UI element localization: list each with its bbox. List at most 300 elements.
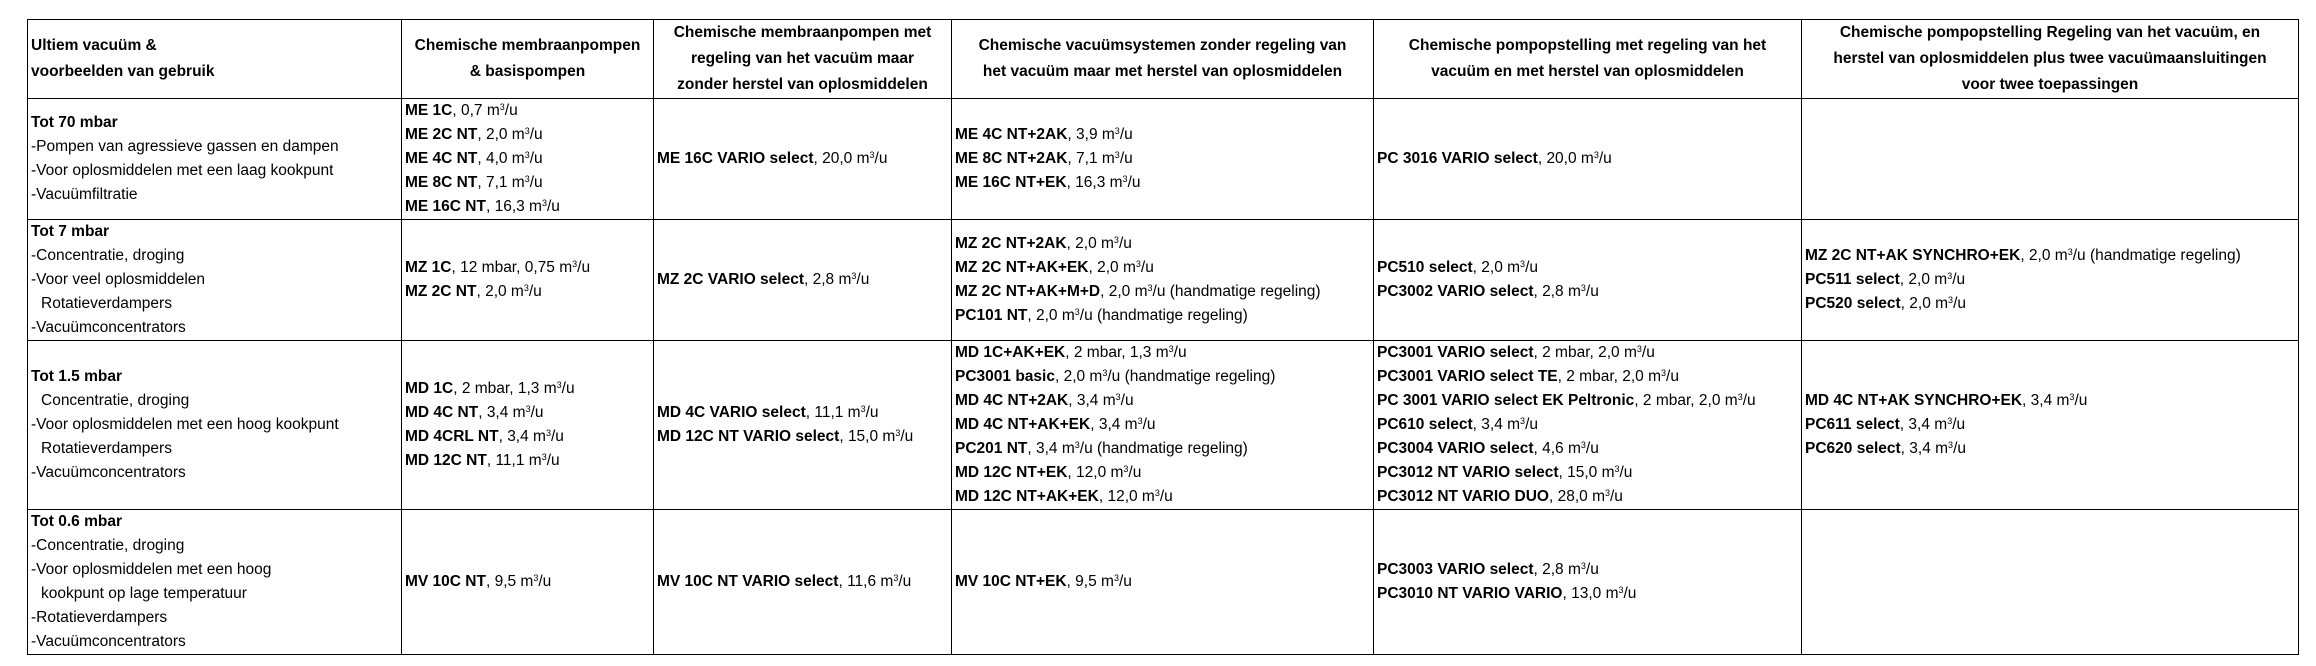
- pump-unit: /u: [1666, 368, 1679, 385]
- header-cell: [28, 20, 402, 99]
- pump-unit: /u: [529, 174, 543, 191]
- pump-model: ME 8C NT: [405, 174, 478, 191]
- pump-entry: [657, 147, 948, 171]
- pump-spec: , 16,3 m: [1066, 174, 1123, 191]
- pump-cell: [654, 220, 952, 341]
- unit-exponent: 3: [523, 283, 529, 293]
- pump-entry: [955, 437, 1370, 461]
- unit-exponent: 3: [1074, 307, 1080, 317]
- pump-spec: , 3,4 m: [2022, 392, 2070, 409]
- pump-model: PC 3001 VARIO select EK Peltronic: [1377, 392, 1635, 409]
- header-line: Chemische pompopstelling met regeling van het: [1408, 37, 1767, 54]
- pump-unit: /u: [1952, 416, 1966, 433]
- pump-entry: [955, 570, 1370, 594]
- unit-exponent: 3: [533, 573, 539, 583]
- pump-unit: /u: [1641, 344, 1655, 361]
- pump-model: MD 1C+AK+EK: [955, 344, 1066, 361]
- pump-cell: [952, 220, 1374, 341]
- table-row: [28, 99, 2299, 220]
- pump-unit: /u: [1610, 488, 1623, 505]
- unit-exponent: 3: [524, 150, 530, 160]
- pump-spec: , 2,0 m: [1088, 259, 1136, 276]
- pump-unit: /u: [1525, 259, 1538, 276]
- pump-unit: /u (handmatige regeling): [1079, 440, 1248, 457]
- pump-spec: , 12 mbar, 0,75 m: [451, 259, 573, 276]
- use-case-line: Rotatieverdampers: [41, 440, 172, 457]
- pump-entry: [1805, 268, 2295, 292]
- unit-exponent: 3: [895, 428, 901, 438]
- unit-exponent: 3: [1113, 235, 1119, 245]
- pump-entry: [1377, 280, 1798, 304]
- pump-spec: , 12,0 m: [1098, 488, 1155, 505]
- header-line: regeling van het vacuüm maar: [690, 50, 915, 67]
- pump-unit: /u: [577, 259, 591, 276]
- unit-exponent: 3: [525, 404, 531, 414]
- unit-exponent: 3: [1074, 440, 1080, 450]
- pump-spec: , 3,4 m: [1900, 440, 1949, 457]
- header-line: vacuüm en met herstel van oplosmiddelen: [1431, 63, 1744, 80]
- use-case-line: Rotatieverdampers: [41, 295, 172, 312]
- pump-model: MD 4C NT+AK+EK: [955, 416, 1091, 433]
- pump-unit: /u: [1585, 283, 1599, 300]
- header-line: & basispompen: [469, 63, 586, 80]
- pump-unit: /u: [1623, 585, 1637, 602]
- unit-exponent: 3: [869, 150, 875, 160]
- pump-cell: [952, 510, 1374, 655]
- pump-entry: [405, 99, 650, 123]
- unit-exponent: 3: [1114, 126, 1120, 136]
- header-line: Chemische pompopstelling Regeling van het vacuüm, en: [1839, 24, 2261, 41]
- pump-spec: , 13,0 m: [1562, 585, 1619, 602]
- pump-spec: , 2,0 m: [1066, 235, 1114, 252]
- unit-exponent: 3: [1114, 150, 1120, 160]
- pump-cell: [402, 99, 654, 220]
- pump-spec: , 3,4 m: [1027, 440, 1075, 457]
- pump-entry: [405, 377, 650, 401]
- unit-exponent: 3: [541, 198, 547, 208]
- pump-model: PC3004 VARIO select: [1377, 440, 1534, 457]
- use-case-line: -Vacuümconcentrators: [31, 633, 186, 650]
- pump-cell: [1802, 99, 2299, 220]
- header-cell: [1802, 20, 2299, 99]
- pump-entry: [657, 425, 948, 449]
- use-case-cell: [28, 341, 402, 510]
- pump-unit: /u: [1159, 488, 1173, 505]
- pump-cell: [402, 510, 654, 655]
- unit-exponent: 3: [860, 404, 866, 414]
- pump-model: ME 16C NT+EK: [955, 174, 1067, 191]
- pump-spec: , 11,6 m: [838, 573, 894, 590]
- pump-unit: /u: [874, 150, 888, 167]
- header-line: Chemische membraanpompen met: [673, 24, 932, 41]
- pump-entry: [1805, 244, 2295, 268]
- pump-unit: /u (handmatige regeling): [1152, 283, 1321, 300]
- pump-model: ME 16C NT: [405, 198, 486, 215]
- pump-entry: [405, 401, 650, 425]
- pump-unit: /u: [561, 380, 575, 397]
- unit-exponent: 3: [851, 271, 857, 281]
- unit-exponent: 3: [1580, 561, 1586, 571]
- pump-spec: , 2,8 m: [1533, 561, 1581, 578]
- pump-spec: , 3,4 m: [478, 404, 526, 421]
- pump-entry: [1377, 485, 1798, 509]
- pump-entry: [1805, 413, 2295, 437]
- pump-unit: /u: [504, 102, 518, 119]
- pump-model: PC611 select: [1805, 416, 1900, 433]
- pump-model: PC3002 VARIO select: [1377, 283, 1534, 300]
- pump-entry: [657, 401, 948, 425]
- pump-entry: [955, 232, 1370, 256]
- pump-model: MD 12C NT VARIO select: [657, 428, 840, 445]
- unit-exponent: 3: [1520, 416, 1526, 426]
- pump-model: PC201 NT: [955, 440, 1028, 457]
- pump-unit: /u: [1173, 344, 1187, 361]
- pump-model: PC3003 VARIO select: [1377, 561, 1534, 578]
- pump-unit: /u: [900, 428, 914, 445]
- pump-entry: [657, 570, 948, 594]
- pump-unit: /u: [546, 452, 560, 469]
- vacuum-level: Tot 1.5 mbar: [31, 368, 123, 385]
- header-line: Ultiem vacuüm &: [31, 37, 157, 54]
- pump-unit: /u: [529, 150, 543, 167]
- unit-exponent: 3: [1661, 368, 1667, 378]
- pump-entry: [1377, 558, 1798, 582]
- unit-exponent: 3: [524, 126, 530, 136]
- pump-unit: /u: [1119, 126, 1133, 143]
- pump-spec: , 2 mbar, 2,0 m: [1533, 344, 1637, 361]
- header-line: Chemische vacuümsystemen zonder regeling van: [978, 37, 1347, 54]
- unit-exponent: 3: [2067, 247, 2073, 257]
- pump-entry: [955, 413, 1370, 437]
- pump-unit: /u: [1127, 174, 1141, 191]
- vacuum-pump-table: [27, 19, 2299, 655]
- pump-entry: [955, 256, 1370, 280]
- pump-entry: [955, 304, 1370, 328]
- unit-exponent: 3: [893, 573, 899, 583]
- pump-unit: /u: [528, 283, 542, 300]
- pump-spec: , 2 mbar, 2,0 m: [1557, 368, 1662, 385]
- use-case-line: -Pompen van agressieve gassen en dampen: [31, 138, 339, 155]
- pump-cell: [402, 341, 654, 510]
- pump-model: MD 4C VARIO select: [657, 404, 806, 421]
- use-case-line: -Voor oplosmiddelen met een hoog: [31, 561, 272, 578]
- use-case-cell: [28, 510, 402, 655]
- header-cell: [654, 20, 952, 99]
- pump-unit: /u: [1953, 295, 1966, 312]
- pump-cell: [1374, 510, 1802, 655]
- pump-unit: /u: [1119, 150, 1133, 167]
- pump-spec: , 2 mbar, 1,3 m: [1065, 344, 1169, 361]
- pump-model: MD 12C NT+EK: [955, 464, 1068, 481]
- pump-entry: [657, 268, 948, 292]
- unit-exponent: 3: [1147, 283, 1153, 293]
- header-cell: [952, 20, 1374, 99]
- pump-spec: , 0,7 m: [452, 102, 500, 119]
- pump-entry: [955, 280, 1370, 304]
- pump-model: ME 4C NT: [405, 150, 478, 167]
- pump-spec: , 7,1 m: [1067, 150, 1115, 167]
- pump-entry: [955, 485, 1370, 509]
- pump-model: PC620 select: [1805, 440, 1901, 457]
- pump-unit: /u (handmatige regeling): [1079, 307, 1248, 324]
- unit-exponent: 3: [1113, 573, 1119, 583]
- pump-model: MD 4C NT+2AK: [955, 392, 1069, 409]
- pump-entry: [405, 280, 650, 304]
- pump-entry: [1377, 341, 1798, 365]
- pump-unit: /u: [865, 404, 879, 421]
- pump-entry: [405, 256, 650, 280]
- pump-spec: , 2,0 m: [2020, 247, 2068, 264]
- pump-model: MV 10C NT VARIO select: [657, 573, 839, 590]
- pump-model: ME 8C NT+2AK: [955, 150, 1068, 167]
- unit-exponent: 3: [499, 102, 505, 112]
- pump-spec: , 2,0 m: [1054, 368, 1103, 385]
- pump-spec: , 11,1 m: [486, 452, 542, 469]
- pump-cell: [952, 341, 1374, 510]
- pump-cell: [402, 220, 654, 341]
- pump-spec: , 20,0 m: [813, 150, 870, 167]
- table-row: [28, 510, 2299, 655]
- pump-entry: [405, 147, 650, 171]
- use-case-cell: [28, 99, 402, 220]
- pump-model: MZ 2C NT: [405, 283, 477, 300]
- pump-entry: [955, 123, 1370, 147]
- unit-exponent: 3: [1947, 271, 1953, 281]
- pump-model: ME 4C NT+2AK: [955, 126, 1068, 143]
- header-line: voor twee toepassingen: [1961, 76, 2139, 93]
- pump-unit: /u: [1619, 464, 1633, 481]
- pump-model: PC3012 NT VARIO DUO: [1377, 488, 1549, 505]
- unit-exponent: 3: [1168, 344, 1174, 354]
- pump-unit: /u: [1142, 416, 1156, 433]
- pump-unit: /u: [538, 573, 552, 590]
- unit-exponent: 3: [1593, 150, 1599, 160]
- pump-spec: , 2 mbar, 2,0 m: [1634, 392, 1738, 409]
- pump-spec: , 2,0 m: [1100, 283, 1148, 300]
- pump-unit: /u: [1953, 440, 1966, 457]
- vacuum-level: Tot 70 mbar: [31, 114, 118, 131]
- use-case-line: -Vacuümconcentrators: [31, 319, 186, 336]
- unit-exponent: 3: [1122, 174, 1128, 184]
- pump-model: PC3012 NT VARIO select: [1377, 464, 1559, 481]
- pump-unit: /u: [529, 126, 543, 143]
- pump-unit: /u: [1118, 573, 1132, 590]
- pump-entry: [1377, 437, 1798, 461]
- unit-exponent: 3: [1154, 488, 1160, 498]
- header-line: het vacuüm maar met herstel van oplosmiddelen: [982, 63, 1343, 80]
- pump-spec: , 15,0 m: [839, 428, 896, 445]
- pump-cell: [1802, 510, 2299, 655]
- pump-spec: , 28,0 m: [1548, 488, 1605, 505]
- unit-exponent: 3: [1737, 392, 1743, 402]
- use-case-line: -Concentratie, droging: [31, 247, 185, 264]
- pump-cell: [654, 99, 952, 220]
- pump-entry: [405, 195, 650, 219]
- header-line: herstel van oplosmiddelen plus twee vacuümaansluitingen: [1833, 50, 2267, 67]
- use-case-line: -Vacuümconcentrators: [31, 464, 186, 481]
- pump-model: MZ 2C NT+AK+EK: [955, 259, 1089, 276]
- pump-unit: /u (handmatige regeling): [1107, 368, 1276, 385]
- pump-model: PC3001 VARIO select: [1377, 344, 1534, 361]
- pump-model: MZ 2C VARIO select: [657, 271, 805, 288]
- pump-model: ME 2C NT: [405, 126, 478, 143]
- unit-exponent: 3: [1102, 368, 1108, 378]
- use-case-line: -Voor oplosmiddelen met een hoog kookpunt: [31, 416, 339, 433]
- pump-entry: [1377, 389, 1798, 413]
- table-row: [28, 220, 2299, 341]
- pump-unit: /u: [1952, 271, 1966, 288]
- pump-spec: , 3,4 m: [1472, 416, 1521, 433]
- unit-exponent: 3: [1948, 440, 1954, 450]
- pump-spec: , 2,0 m: [1900, 295, 1949, 312]
- pump-entry: [1805, 389, 2295, 413]
- unit-exponent: 3: [1618, 585, 1624, 595]
- unit-exponent: 3: [1614, 464, 1620, 474]
- pump-model: PC511 select: [1805, 271, 1900, 288]
- pump-cell: [1802, 341, 2299, 510]
- pump-unit: /u: [1120, 392, 1134, 409]
- pump-spec: , 11,1 m: [805, 404, 861, 421]
- use-case-line: Concentratie, droging: [41, 392, 190, 409]
- pump-spec: , 15,0 m: [1558, 464, 1615, 481]
- use-case-line: kookpunt op lage temperatuur: [41, 585, 247, 602]
- pump-spec: , 2,0 m: [1027, 307, 1075, 324]
- pump-model: MD 4C NT: [405, 404, 479, 421]
- header-line: zonder herstel van oplosmiddelen: [677, 76, 928, 93]
- pump-entry: [1377, 582, 1798, 606]
- pump-spec: , 2,0 m: [476, 283, 524, 300]
- pump-entry: [1805, 437, 2295, 461]
- pump-spec: , 2 mbar, 1,3 m: [453, 380, 557, 397]
- header-cell: [1374, 20, 1802, 99]
- pump-spec: , 2,8 m: [804, 271, 852, 288]
- pump-model: MD 4CRL NT: [405, 428, 499, 445]
- pump-spec: , 4,0 m: [477, 150, 525, 167]
- unit-exponent: 3: [1580, 283, 1586, 293]
- unit-exponent: 3: [1135, 259, 1141, 269]
- pump-entry: [405, 570, 650, 594]
- pump-unit: /u: [1525, 416, 1538, 433]
- pump-unit: /u: [1598, 150, 1612, 167]
- pump-model: PC3010 NT VARIO VARIO: [1377, 585, 1563, 602]
- pump-model: MZ 2C NT+AK+M+D: [955, 283, 1101, 300]
- pump-entry: [955, 389, 1370, 413]
- unit-exponent: 3: [1947, 416, 1953, 426]
- header-line: Chemische membraanpompen: [414, 37, 641, 54]
- pump-entry: [955, 341, 1370, 365]
- pump-unit: /u: [550, 428, 564, 445]
- pump-model: MD 12C NT+AK+EK: [955, 488, 1099, 505]
- pump-spec: , 9,5 m: [1066, 573, 1114, 590]
- pump-entry: [1377, 413, 1798, 437]
- pump-spec: , 12,0 m: [1067, 464, 1124, 481]
- unit-exponent: 3: [572, 259, 578, 269]
- pump-unit: /u: [1140, 259, 1154, 276]
- pump-entry: [405, 449, 650, 473]
- pump-model: ME 1C: [405, 102, 453, 119]
- pump-cell: [1374, 220, 1802, 341]
- pump-entry: [1377, 365, 1798, 389]
- table-row: [28, 341, 2299, 510]
- pump-spec: , 2,0 m: [1472, 259, 1521, 276]
- pump-cell: [1374, 99, 1802, 220]
- header-row: [28, 20, 2299, 99]
- pump-entry: [405, 425, 650, 449]
- vacuum-level: Tot 0.6 mbar: [31, 513, 123, 530]
- pump-entry: [955, 147, 1370, 171]
- pump-spec: , 2,0 m: [477, 126, 525, 143]
- pump-model: MZ 2C NT+2AK: [955, 235, 1067, 252]
- pump-unit: /u: [898, 573, 912, 590]
- header-line: voorbeelden van gebruik: [31, 63, 215, 80]
- header-cell: [402, 20, 654, 99]
- pump-spec: , 3,4 m: [1090, 416, 1138, 433]
- pump-model: PC101 NT: [955, 307, 1028, 324]
- unit-exponent: 3: [1580, 440, 1586, 450]
- pump-model: PC3001 VARIO select TE: [1377, 368, 1558, 385]
- pump-spec: , 16,3 m: [485, 198, 542, 215]
- unit-exponent: 3: [541, 452, 547, 462]
- pump-spec: , 2,8 m: [1533, 283, 1581, 300]
- pump-entry: [1377, 147, 1798, 171]
- pump-entry: [405, 171, 650, 195]
- pump-cell: [1802, 220, 2299, 341]
- pump-entry: [1805, 292, 2295, 316]
- unit-exponent: 3: [2069, 392, 2075, 402]
- pump-entry: [955, 461, 1370, 485]
- unit-exponent: 3: [545, 428, 551, 438]
- vacuum-level: Tot 7 mbar: [31, 223, 110, 240]
- pump-entry: [1377, 256, 1798, 280]
- pump-unit: /u: [1118, 235, 1132, 252]
- pump-unit: /u: [856, 271, 870, 288]
- pump-entry: [955, 365, 1370, 389]
- pump-model: PC510 select: [1377, 259, 1473, 276]
- pump-unit: /u: [2074, 392, 2088, 409]
- pump-spec: , 4,6 m: [1533, 440, 1581, 457]
- pump-unit: /u (handmatige regeling): [2072, 247, 2241, 264]
- pump-model: MZ 2C NT+AK SYNCHRO+EK: [1805, 247, 2021, 264]
- unit-exponent: 3: [1115, 392, 1121, 402]
- use-case-line: -Voor veel oplosmiddelen: [31, 271, 206, 288]
- pump-spec: , 3,4 m: [1899, 416, 1948, 433]
- unit-exponent: 3: [1137, 416, 1143, 426]
- pump-model: PC 3016 VARIO select: [1377, 150, 1538, 167]
- pump-model: MD 1C: [405, 380, 454, 397]
- pump-spec: , 3,4 m: [1068, 392, 1116, 409]
- pump-entry: [405, 123, 650, 147]
- unit-exponent: 3: [1520, 259, 1526, 269]
- use-case-line: -Voor oplosmiddelen met een laag kookpunt: [31, 162, 334, 179]
- unit-exponent: 3: [1948, 295, 1954, 305]
- pump-unit: /u: [546, 198, 560, 215]
- pump-model: MZ 1C: [405, 259, 452, 276]
- pump-spec: , 20,0 m: [1537, 150, 1594, 167]
- pump-cell: [654, 341, 952, 510]
- pump-model: PC3001 basic: [955, 368, 1055, 385]
- pump-spec: , 3,4 m: [498, 428, 546, 445]
- use-case-line: -Vacuümfiltratie: [31, 186, 138, 203]
- use-case-line: -Concentratie, droging: [31, 537, 185, 554]
- pump-cell: [654, 510, 952, 655]
- unit-exponent: 3: [1604, 488, 1610, 498]
- pump-unit: /u: [1742, 392, 1756, 409]
- pump-unit: /u: [1585, 561, 1599, 578]
- pump-model: MV 10C NT: [405, 573, 486, 590]
- pump-model: MD 4C NT+AK SYNCHRO+EK: [1805, 392, 2023, 409]
- pump-model: PC520 select: [1805, 295, 1901, 312]
- pump-unit: /u: [1128, 464, 1142, 481]
